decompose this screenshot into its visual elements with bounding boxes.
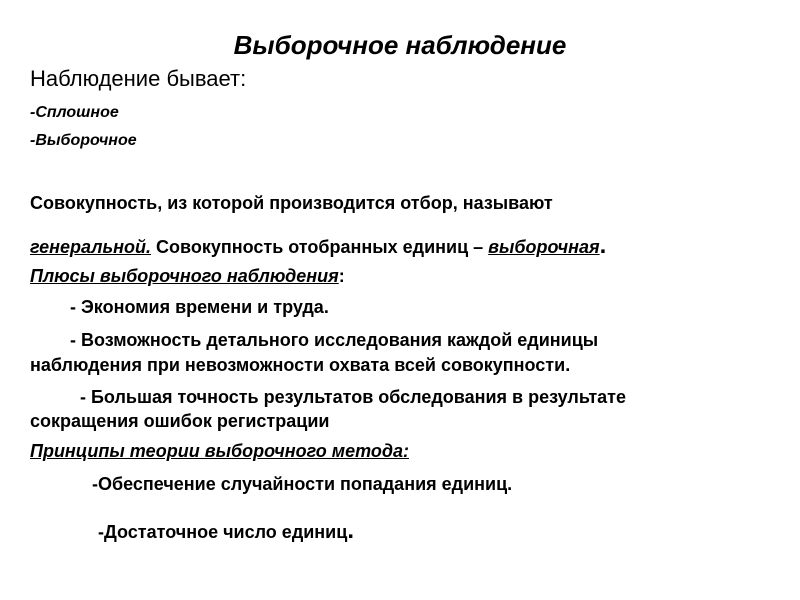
- definition-end: .: [599, 232, 607, 259]
- definition-middle: Совокупность отобранных единиц –: [151, 237, 489, 257]
- principle-item-2: -Достаточное число единиц: [98, 522, 348, 542]
- principle-item-2-line: [98, 517, 354, 545]
- slide-title: Выборочное наблюдение: [233, 30, 567, 60]
- advantages-heading-line: [30, 266, 345, 287]
- advantage-item-2-cont: наблюдения при невозможности охвата всей совокупности.: [30, 355, 571, 375]
- term-sample: выборочная: [488, 237, 600, 257]
- principles-heading: Принципы теории выборочного метода:: [30, 441, 409, 461]
- advantage-item-3-cont: сокращения ошибок регистрации: [30, 411, 330, 431]
- term-general: генеральной.: [30, 237, 152, 257]
- principle-item-1: -Обеспечение случайности попадания единиц.: [92, 474, 513, 494]
- advantages-heading-suffix: :: [338, 266, 345, 286]
- advantages-heading: Плюсы выборочного наблюдения: [30, 266, 339, 286]
- definition-line-2: [30, 232, 606, 260]
- advantage-item-3: - Большая точность результатов обследования в результате: [80, 387, 626, 407]
- advantage-item-1: - Экономия времени и труда.: [70, 297, 329, 317]
- advantage-item-2: - Возможность детального исследования каждой единицы: [70, 330, 599, 350]
- type-item-continuous: -Сплошное: [30, 104, 119, 121]
- definition-line-1: Совокупность, из которой производится отбор, называют: [30, 193, 553, 213]
- principle-item-2-dot: .: [347, 517, 354, 544]
- subtitle: Наблюдение бывает:: [30, 66, 247, 91]
- type-item-sample: -Выборочное: [30, 132, 137, 149]
